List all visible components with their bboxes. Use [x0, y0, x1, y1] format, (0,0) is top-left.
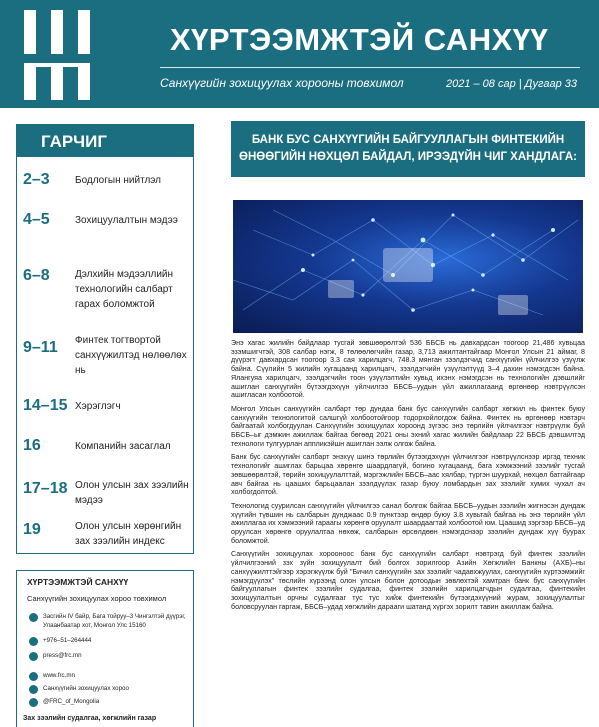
- toc-header: [17, 125, 193, 157]
- contact-footer: Зах зээлийн судалгаа, хөгжлийн газар: [23, 715, 157, 722]
- article-paragraph: Энэ хагас жилийн байдлаар тусгай зөвшөөрөлтэй 536 ББСБ нь давхардсан тоогоор 21,486 хувьцаа эзэмшигчтэй, 308 салбар нэгж, 8 төлөөлөгчийн газар, 3,713 ажилтантайгаар Монгол Улсын 21 аймаг, 8 дүүрэгт давхардсан тоогоор 3.3 сая харилцагч, 748.3 мянган зээлдэгчид санхүүгийн үйлчилгээ үзүүлж байна. Сүүлийн 5 жилийн хугацаанд харилцагч, зээлдэгчийн үзүүлэлтүүд 3–4 дахин нэмэгдсэн байна. Ялангуяа харилцагч, зээлдэгчийн тоон үзүүлэлтийн хувьд ихэнх нэмэгдсэн нь технологийн дэвшлийг ашиглан санхүүгийн бүтээгдэхүүн үйлчилгээ ББСБ–уудын үйл ажиллагаанд өргөнөөр нэвтрүүлсэн ашигласан холбоотой.: [231, 339, 585, 400]
- header-divider: [160, 67, 580, 68]
- fintech-illustration: [233, 200, 583, 333]
- toc-page-number: 9–11: [23, 339, 58, 356]
- phone-icon: [29, 637, 38, 646]
- toc-item-label: Зохицуулалтын мэдээ: [75, 215, 178, 226]
- newsletter-title: ХҮРТЭЭМЖТЭЙ САНХҮҮ: [170, 22, 549, 57]
- toc-item-label: Олон улсын зах зээлийн мэдээ: [75, 480, 189, 506]
- contact-subtitle: Санхүүгийн зохицуулах хороо товхимол: [27, 594, 167, 603]
- contact-box: ХҮРТЭЭМЖТЭЙ САНХҮҮ Санхүүгийн зохицуулах хороо товхимол Засгийн IV байр, Бага тойруу–3 Чингэлтэй дүүрэг, Улаанбаатар хот, Монгол Улс 15160 +976–51–264444 press@frc.mn www.frc.mn Санхүүгийн зохицуулах хороо @FRC_of_Mongolia Зах зээлийн судалгаа, хөгжлийн газар: [16, 570, 194, 727]
- email-icon: [29, 652, 38, 661]
- web-icon: [29, 672, 38, 681]
- article-paragraph: Монгол Улсын санхүүгийн салбарт төр дундаа банк бус санхүүгийн салбарт хөгжил нь финтек буюу санхүүгийн технологитой салшгүй холбоотойгоор тодорхойлогдож байна. Финтек нь өргөнөөр нэвтэрч байгаатай холбогдуулан Санхүүгийн зохицуулах хороонд зүгээс энэ төрлийн үйлчилгээг нэвтрүүлж буй ББСБ–ыг дэмжин ажиллаж байгаа бөгөөд 2021 оны эхний хагас жилийн байдлаар 22 ББСБ дэвшилтэд технологи тулгуурлан аппликэйшн ашиглан ээлж олгож байна.: [231, 404, 585, 448]
- article-paragraph: Банк бус санхүүгийн салбарт энэхүү шинэ төрлийн бүтээгдэхүүн үйлчилгээг нэвтрүүлснээр иргэд техник технологийг ашиглах барьцаа хөрөнгө шаардлагүй, богино хугацаанд, бага хэмжээний зээлийг тусгай зөвшөөрөлтэй, төрийн зохицуулалттай, мэргэжлийн ББСБ–аас хялбар, түргэн шуурхай, нөхцөл батгайгаар авч байгаа нь цааших барьцаалан зээлдүүлэх газар буюу ломбардын зах зээлийг хумих чухал ач холбогдолтой.: [231, 453, 585, 497]
- article-body: [231, 339, 585, 616]
- newsletter-header: [0, 0, 599, 108]
- issue-info: 2021 – 08 сар | Дугаар 33: [445, 78, 577, 90]
- toc-page-number: 19: [23, 521, 41, 538]
- article-title: БАНК БУС САНХҮҮГИЙН БАЙГУУЛЛАГЫН ФИНТЕКИЙН ӨНӨӨГИЙН НӨХЦӨЛ БАЙДАЛ, ИРЭЭДҮЙН ЧИГ ХАНДЛАГА:: [239, 134, 577, 163]
- toc-page-number: 4–5: [23, 211, 50, 228]
- toc-item-label: Бодлогын нийтлэл: [75, 175, 161, 186]
- toc-page-number: 14–15: [23, 397, 68, 414]
- contact-name: ХҮРТЭЭМЖТЭЙ САНХҮҮ: [27, 577, 129, 587]
- location-icon: [29, 613, 38, 622]
- twitter-icon: [29, 698, 38, 707]
- newsletter-subtitle: Санхүүгийн зохицуулах хорооны товхимол: [160, 76, 404, 90]
- table-of-contents: [16, 124, 194, 554]
- toc-item-label: Хэрэглэгч: [75, 401, 121, 412]
- facebook-icon: [29, 685, 38, 694]
- article-paragraph: Санхүүгийн зохицуулах хорооноос банк бус санхүүгийн салбарт нэвтрэгд буй финтек зээлийн үйлчилгээний зэх зүйн зохицуулалт бий болгох зорилгоор Азийн Хөгжлийн Банкны (АХБ)–ны санхүүжилттэйгээр хэрэгжүүлж буй "Бичил санхүүгийн зах зээлийг чадавхжуулах, санхүүгийн хүртээмжийг нэмэгдүүлэх" төслийн хүрээнд олон улсын болон дотоодын зөвлөхтэй хамтран банк бус санхүүгийн байгууллагын финтек зээлийн судалгаа, финтек зээлийн харилцагчдын судалгаа, финтекийн зохицуулалтын орчны судалгааг тус тус хийж финтекийн бүтээгдэхүүний журам, зохицуулалтыг боловсруулан гаргаж, ББСБ–удад хөгжлийн дарааги шатанд хүргэх зорилт тавин ажиллаж байна.: [231, 550, 585, 611]
- toc-page-number: 17–18: [23, 480, 68, 497]
- toc-page-number: 2–3: [23, 171, 50, 188]
- article-paragraph: Технологид суурилсан санхүүгийн үйлчилгээ санал болгож байгаа ББСБ–уудын зээлийн жигнэсэн дундаж хүүгийн түвшин нь салбарын дунджаас 0.9 пунктээр өндөр буюу 3.8 хувьтай байгаа нь энэ төрлийн үйл ажиллагаа их хэмжээний гараагы хөрөнгө оруулалт шаардаагтай холбоотой юм. Цаашид зэргээр ББСБ–уд оруулсан хөрөнгө оруулалтаа нөхөж, салбарын өрсөлдөөн нэмэгдснээр зээлийн дундаж хүү буурах боломжтой.: [231, 501, 585, 545]
- toc-title: ГАРЧИГ: [41, 132, 107, 151]
- toc-item-label: Дэлхийн мэдээллийн технологийн салбарт гарах боломжтой: [75, 269, 174, 310]
- toc-item-label: Компанийн засаглал: [75, 441, 171, 452]
- toc-item-label: Финтек тогтвортой санхүүжилтэд нөлөөлөх нь: [75, 335, 187, 376]
- toc-page-number: 6–8: [23, 267, 50, 284]
- toc-item-label: Олон улсын хөрөнгийн зах зээлийн индекс: [75, 521, 182, 547]
- article-header: [231, 121, 585, 177]
- toc-page-number: 16: [23, 437, 41, 454]
- frc-logo-icon: [24, 10, 90, 100]
